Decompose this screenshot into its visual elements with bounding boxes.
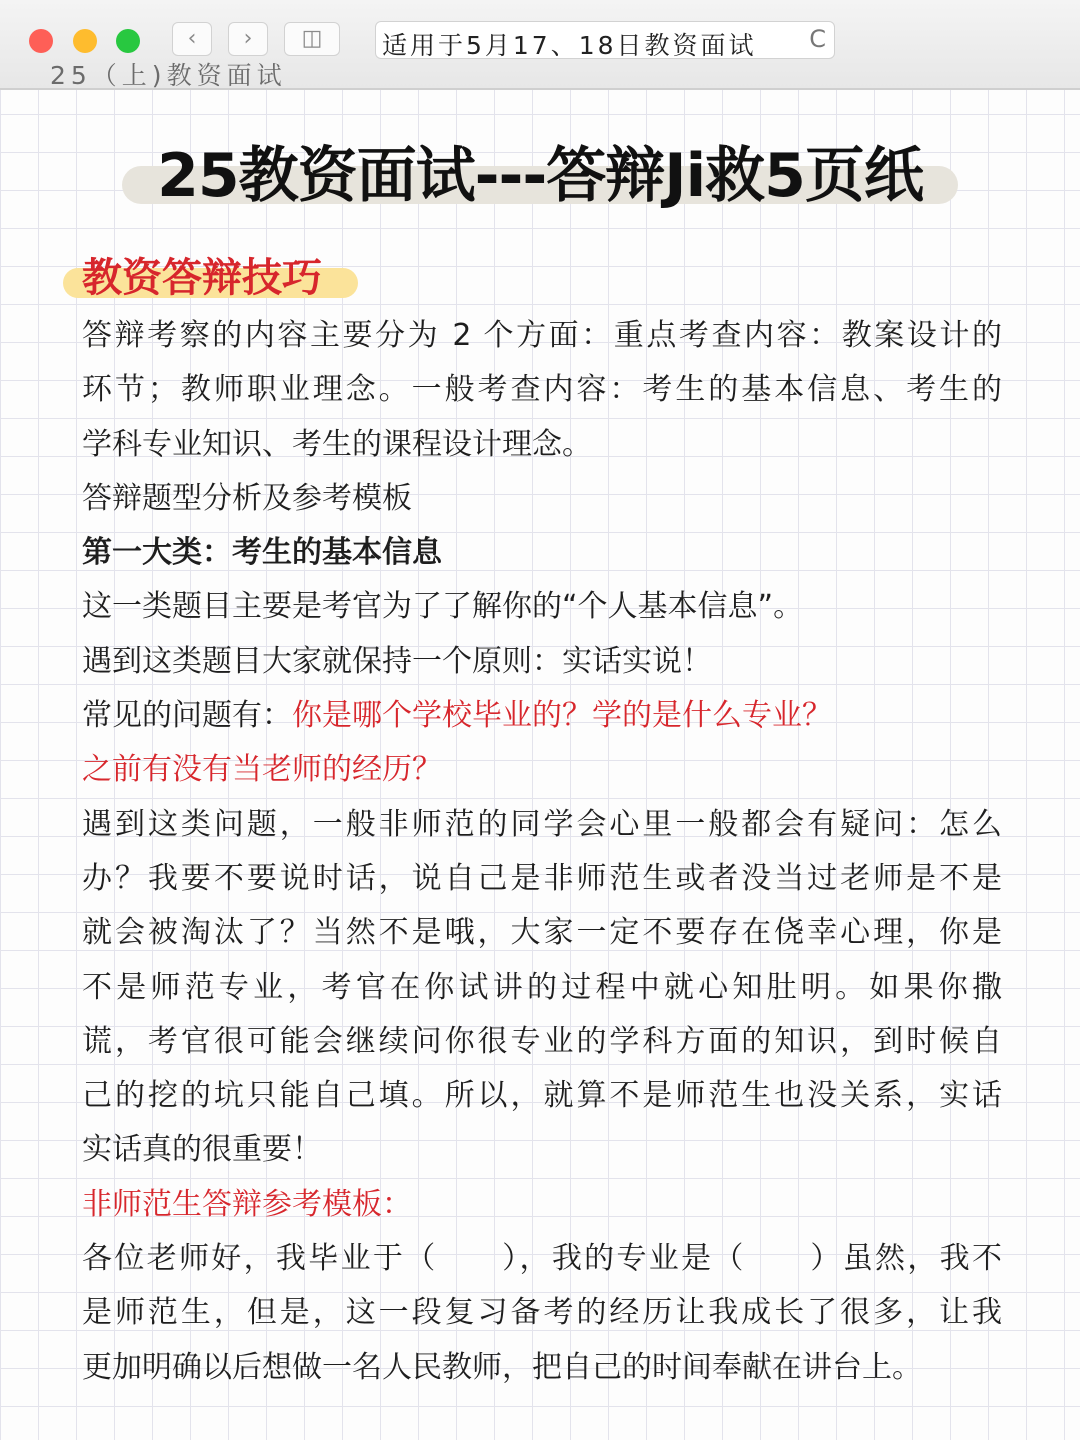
close-window-button[interactable] — [29, 29, 53, 53]
common-question-highlight: 之前有没有当老师的经历？ — [82, 752, 442, 788]
analysis-heading: 答辩题型分析及参考模板 — [82, 480, 412, 516]
intro-line: 学科专业知识、考生的课程设计理念。 — [82, 426, 592, 462]
advice-line: 实话真的很重要！ — [82, 1132, 322, 1168]
address-bar[interactable] — [375, 21, 835, 59]
maximize-window-button[interactable] — [116, 29, 140, 53]
advice-line: 遇到这类问题，一般非师范的同学会心里一般都会有疑问：怎么 — [82, 806, 1002, 842]
forward-button[interactable] — [228, 22, 268, 56]
common-questions-label: 常见的问题有： — [82, 698, 292, 734]
chevron-right-icon: › — [243, 26, 253, 51]
page-title: 25教资面试---答辩Ji救5页纸 — [157, 141, 923, 211]
intro-line: 环节；教师职业理念。一般考查内容：考生的基本信息、考生的 — [82, 372, 1002, 408]
sidebar-icon: ◫ — [301, 26, 323, 51]
advice-line: 就会被淘汰了？当然不是哦，大家一定不要存在侥幸心理，你是 — [82, 915, 1002, 951]
back-button[interactable] — [172, 22, 212, 56]
category-description: 这一类题目主要是考官为了了解你的“个人基本信息”。 — [82, 589, 804, 625]
advice-line: 不是师范专业，考官在你试讲的过程中就心知肚明。如果你撒 — [82, 969, 1002, 1005]
common-questions-line — [82, 689, 1002, 743]
advice-line: 己的挖的坑只能自己填。所以，就算不是师范生也没关系，实话 — [82, 1078, 1002, 1114]
category-heading: 第一大类：考生的基本信息 — [82, 535, 442, 571]
intro-line: 答辩考察的内容主要分为 2 个方面：重点考查内容：教案设计的 — [82, 318, 1002, 353]
document-body — [82, 309, 1002, 1395]
template-line: 各位老师好，我毕业于（ ），我的专业是（ ）虽然，我不 — [82, 1241, 1002, 1277]
window-toolbar — [0, 0, 1080, 90]
template-heading: 非师范生答辩参考模板： — [82, 1186, 412, 1222]
template-line: 更加明确以后想做一名人民教师，把自己的时间奉献在讲台上。 — [82, 1349, 922, 1385]
reload-icon[interactable]: C — [809, 25, 826, 53]
sidebar-toggle-button[interactable] — [284, 22, 340, 56]
advice-line: 谎，考官很可能会继续问你很专业的学科方面的知识，到时候自 — [82, 1023, 1002, 1059]
section-heading: 教资答辩技巧 — [82, 255, 322, 301]
template-line: 是师范生，但是，这一段复习备考的经历让我成长了很多，让我 — [82, 1295, 1002, 1331]
chevron-left-icon: ‹ — [187, 26, 197, 51]
folder-label: 25（上)教资面试 — [50, 61, 287, 90]
address-text: 适用于5月17、18日教资面试 — [382, 31, 757, 60]
common-question-highlight: 你是哪个学校毕业的？学的是什么专业？ — [292, 698, 832, 734]
principle-text: 遇到这类题目大家就保持一个原则：实话实说！ — [82, 643, 712, 679]
minimize-window-button[interactable] — [73, 29, 97, 53]
advice-line: 办？我要不要说时话，说自己是非师范生或者没当过老师是不是 — [82, 860, 1002, 896]
